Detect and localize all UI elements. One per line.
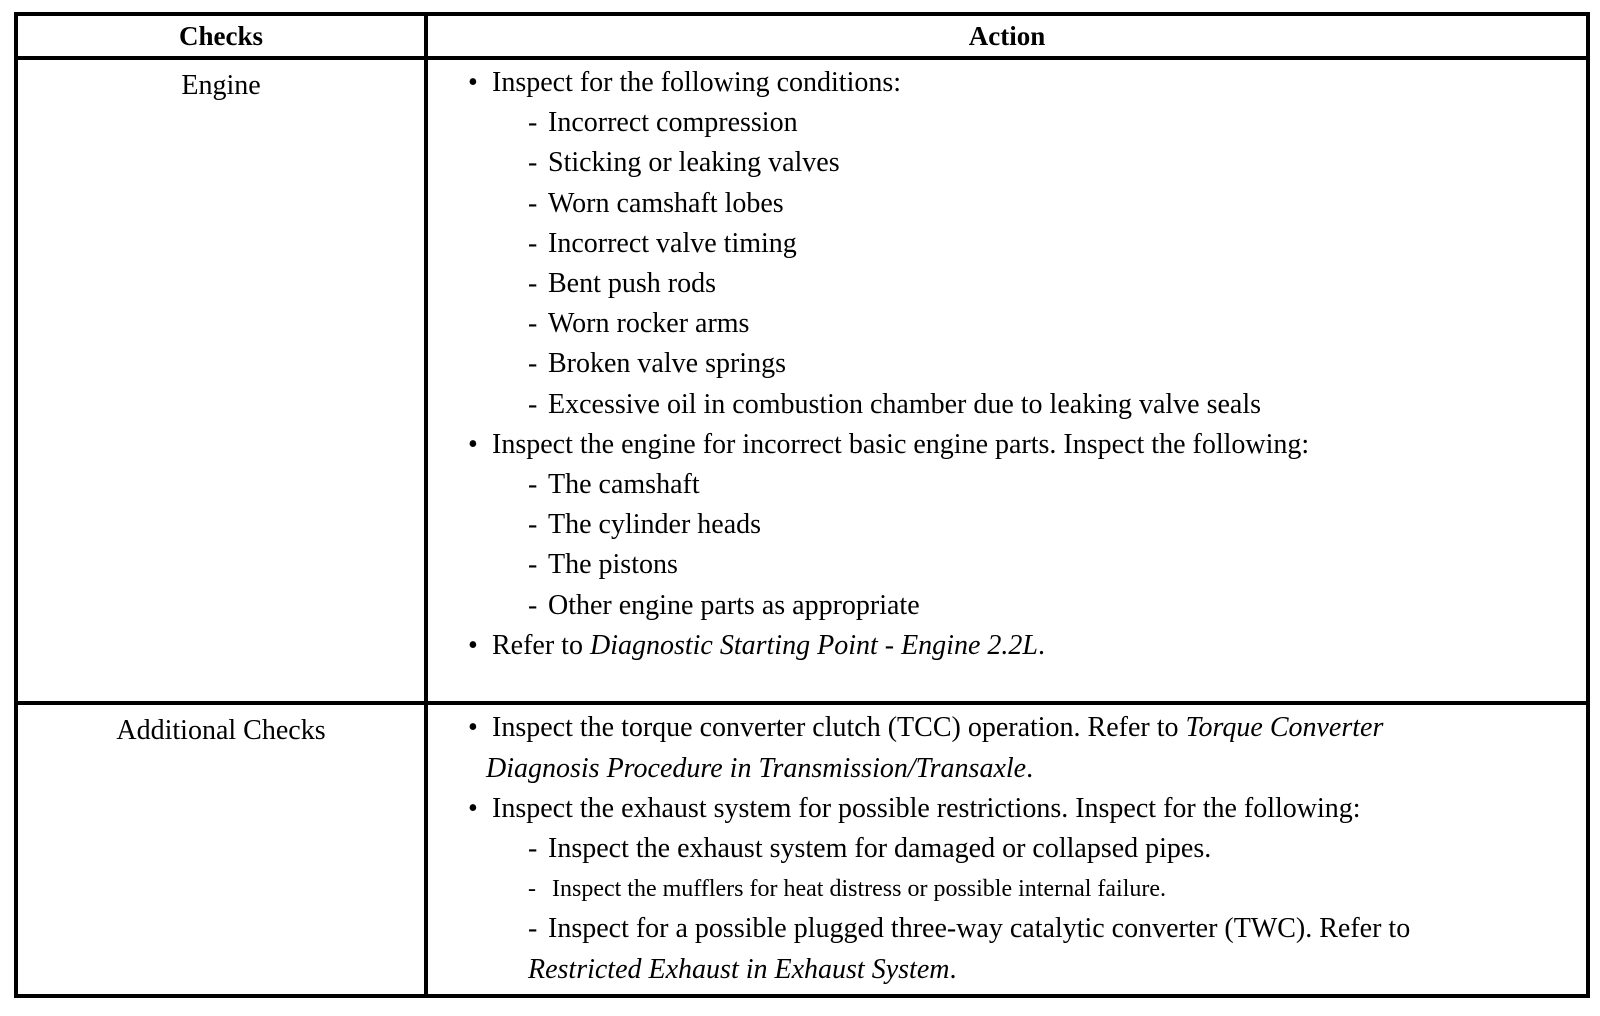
list-item [528, 184, 1586, 224]
dash-icon: - [528, 107, 538, 139]
engine-row [16, 58, 1588, 703]
bullet-icon: • [468, 792, 478, 824]
part-text: The cylinder heads [548, 509, 762, 541]
twc-reference-line [528, 950, 1586, 990]
additional-action-list [428, 708, 1586, 989]
dash-icon: - [528, 549, 538, 581]
condition-text: Incorrect compression [548, 107, 798, 139]
list-item [528, 103, 1586, 143]
list-item [528, 385, 1586, 425]
tcc-reference-line-2 [486, 749, 1586, 789]
bullet-icon: • [468, 712, 478, 744]
dash-icon: - [528, 388, 538, 420]
checks-header: Checks [16, 14, 426, 58]
dash-icon: - [528, 348, 538, 380]
engine-check-cell [16, 58, 426, 703]
additional-check-cell [16, 703, 426, 996]
dash-icon: - [528, 227, 538, 259]
dash-icon: - [528, 268, 538, 300]
additional-checks-row [16, 703, 1588, 996]
list-item [468, 63, 1586, 425]
engine-bullet-2-text: Inspect the engine for incorrect basic engine parts. Inspect the following: [492, 428, 1310, 460]
dash-icon: - [528, 187, 538, 219]
condition-text: Broken valve springs [548, 348, 786, 380]
condition-text: Worn camshaft lobes [548, 187, 784, 219]
condition-text: Incorrect valve timing [548, 227, 797, 259]
list-item [468, 708, 1586, 788]
dash-icon: - [528, 308, 538, 340]
list-item [528, 829, 1586, 869]
list-item [528, 505, 1586, 545]
bullet-icon: • [468, 629, 478, 661]
dash-icon: - [528, 469, 538, 501]
tcc-text: Inspect the torque converter clutch (TCC) operation. Refer to [492, 712, 1186, 744]
condition-text: Sticking or leaking valves [548, 147, 840, 179]
exhaust-text: Inspect the exhaust system for possible restrictions. Inspect for the following: [492, 792, 1361, 824]
engine-action-list [428, 63, 1586, 666]
list-item [528, 304, 1586, 344]
list-item [468, 789, 1586, 990]
bullet-icon: • [468, 67, 478, 98]
list-item [468, 626, 1586, 666]
diagnostic-table [14, 12, 1590, 998]
list-item [468, 425, 1586, 626]
part-text: Other engine parts as appropriate [548, 589, 920, 621]
engine-action-cell [426, 58, 1588, 703]
twc-reference: Restricted Exhaust in Exhaust System [528, 953, 950, 985]
part-text: The camshaft [548, 469, 700, 501]
list-item [528, 224, 1586, 264]
twc-suffix: . [949, 953, 957, 985]
refer-prefix: Refer to [492, 629, 590, 661]
part-text: The pistons [548, 549, 678, 581]
list-item [528, 344, 1586, 384]
muffler-check-text: Inspect the mufflers for heat distress or possible internal failure. [552, 876, 1167, 903]
list-item [528, 143, 1586, 183]
tcc-reference-part-2: Diagnosis Procedure in Transmission/Transaxle [486, 752, 1027, 784]
list-item [528, 869, 1586, 909]
engine-conditions-list [492, 103, 1586, 425]
list-item [528, 545, 1586, 585]
exhaust-checks-list [492, 829, 1586, 990]
additional-check-label: Additional Checks [116, 715, 326, 747]
engine-bullet-1-text: Inspect for the following conditions: [492, 67, 902, 98]
engine-parts-list [492, 465, 1586, 626]
list-item [528, 264, 1586, 304]
condition-text: Bent push rods [548, 268, 716, 300]
list-item [528, 586, 1586, 626]
engine-check-label: Engine [181, 70, 261, 101]
dash-icon: - [528, 913, 538, 945]
twc-check-text: Inspect for a possible plugged three-way catalytic converter (TWC). Refer to [548, 913, 1411, 945]
additional-action-cell [426, 703, 1588, 996]
engine-diagnostic-reference: Diagnostic Starting Point - Engine 2.2L [589, 629, 1038, 661]
header-row [16, 14, 1588, 58]
exhaust-check-text: Inspect the exhaust system for damaged or collapsed pipes. [548, 832, 1212, 864]
dash-icon: - [528, 147, 538, 179]
list-item [528, 465, 1586, 505]
dash-icon: - [528, 876, 536, 903]
dash-icon: - [528, 509, 538, 541]
refer-suffix: . [1037, 629, 1045, 661]
tcc-reference-part-1: Torque Converter [1185, 712, 1384, 744]
list-item [528, 909, 1586, 989]
condition-text: Excessive oil in combustion chamber due to leaking valve seals [548, 388, 1262, 420]
bullet-icon: • [468, 428, 478, 460]
tcc-suffix: . [1026, 752, 1034, 784]
dash-icon: - [528, 589, 538, 621]
condition-text: Worn rocker arms [548, 308, 750, 340]
action-header: Action [426, 14, 1588, 58]
dash-icon: - [528, 832, 538, 864]
